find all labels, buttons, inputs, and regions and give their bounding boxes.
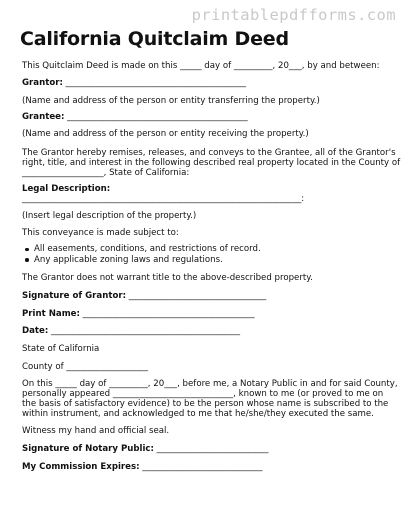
grantor-signature-line bbox=[22, 291, 266, 302]
list-item: All easements, conditions, and restrictions of record. bbox=[22, 244, 261, 255]
print-name-label: Print Name: bbox=[22, 309, 80, 319]
notary-line-3: the basis of satisfactory evidence) to be the person whose name is subscribed to the bbox=[22, 399, 389, 409]
date-line bbox=[22, 326, 240, 337]
grantee-note: (Name and address of the person or entity receiving the property.) bbox=[22, 129, 309, 139]
grantor-signature-blank: ________________________________ bbox=[126, 291, 267, 301]
conveyance-line-2: right, title, and interest in the following described real property located in the County of bbox=[22, 158, 401, 168]
notary-signature-blank: __________________________ bbox=[153, 444, 269, 454]
print-name-line bbox=[22, 309, 255, 320]
grantor-line bbox=[22, 78, 246, 89]
legal-description-note: (Insert legal description of the property.) bbox=[22, 211, 197, 221]
grantor-note: (Name and address of the person or entity transferring the property.) bbox=[22, 96, 320, 106]
conveyance-line-3: ___________________, State of California: bbox=[22, 168, 190, 178]
notary-signature-label: Signature of Notary Public: bbox=[22, 444, 154, 454]
grantor-signature-label: Signature of Grantor: bbox=[22, 291, 127, 301]
date-label: Date: bbox=[22, 326, 49, 336]
notary-line-1: On this _____ day of _________, 20___, before me, a Notary Public in and for said County, bbox=[22, 379, 398, 389]
conditions-list bbox=[22, 244, 261, 265]
grantor-label: Grantor: bbox=[22, 78, 63, 88]
list-item: Any applicable zoning laws and regulations. bbox=[22, 255, 261, 266]
legal-description-blank: _________________________________________________________________: bbox=[22, 194, 305, 204]
notary-line-2: personally appeared ____________________________, known to me (or proved to me on bbox=[22, 389, 384, 399]
witness-line: Witness my hand and official seal. bbox=[22, 426, 170, 436]
warranty-line: The Grantor does not warrant title to the above-described property. bbox=[22, 273, 313, 283]
grantee-blank: __________________________________________ bbox=[64, 112, 248, 122]
document-title: California Quitclaim Deed bbox=[20, 28, 289, 50]
print-name-blank: ________________________________________ bbox=[79, 309, 255, 319]
watermark: printablepdfforms.com bbox=[191, 6, 396, 24]
date-blank: ____________________________________________ bbox=[48, 326, 241, 336]
intro-line: This Quitclaim Deed is made on this _____ day of _________, 20___, by and between: bbox=[22, 61, 380, 71]
state-line: State of California bbox=[22, 344, 100, 354]
grantee-line bbox=[22, 112, 248, 123]
county-line: County of ___________________ bbox=[22, 362, 148, 372]
conveyance-line-1: The Grantor hereby remises, releases, and conveys to the Grantee, all of the Grantor's bbox=[22, 148, 396, 158]
subject-to-line: This conveyance is made subject to: bbox=[22, 228, 179, 238]
notary-line-4: within instrument, and acknowledged to me that he/she/they executed the same. bbox=[22, 409, 374, 419]
grantee-label: Grantee: bbox=[22, 112, 65, 122]
grantor-blank: __________________________________________ bbox=[62, 78, 247, 88]
commission-expires-label: My Commission Expires: bbox=[22, 462, 140, 472]
notary-signature-line bbox=[22, 444, 268, 455]
commission-expires-line bbox=[22, 462, 263, 473]
commission-expires-blank: ____________________________ bbox=[139, 462, 263, 472]
legal-description-label: Legal Description: bbox=[22, 184, 111, 194]
